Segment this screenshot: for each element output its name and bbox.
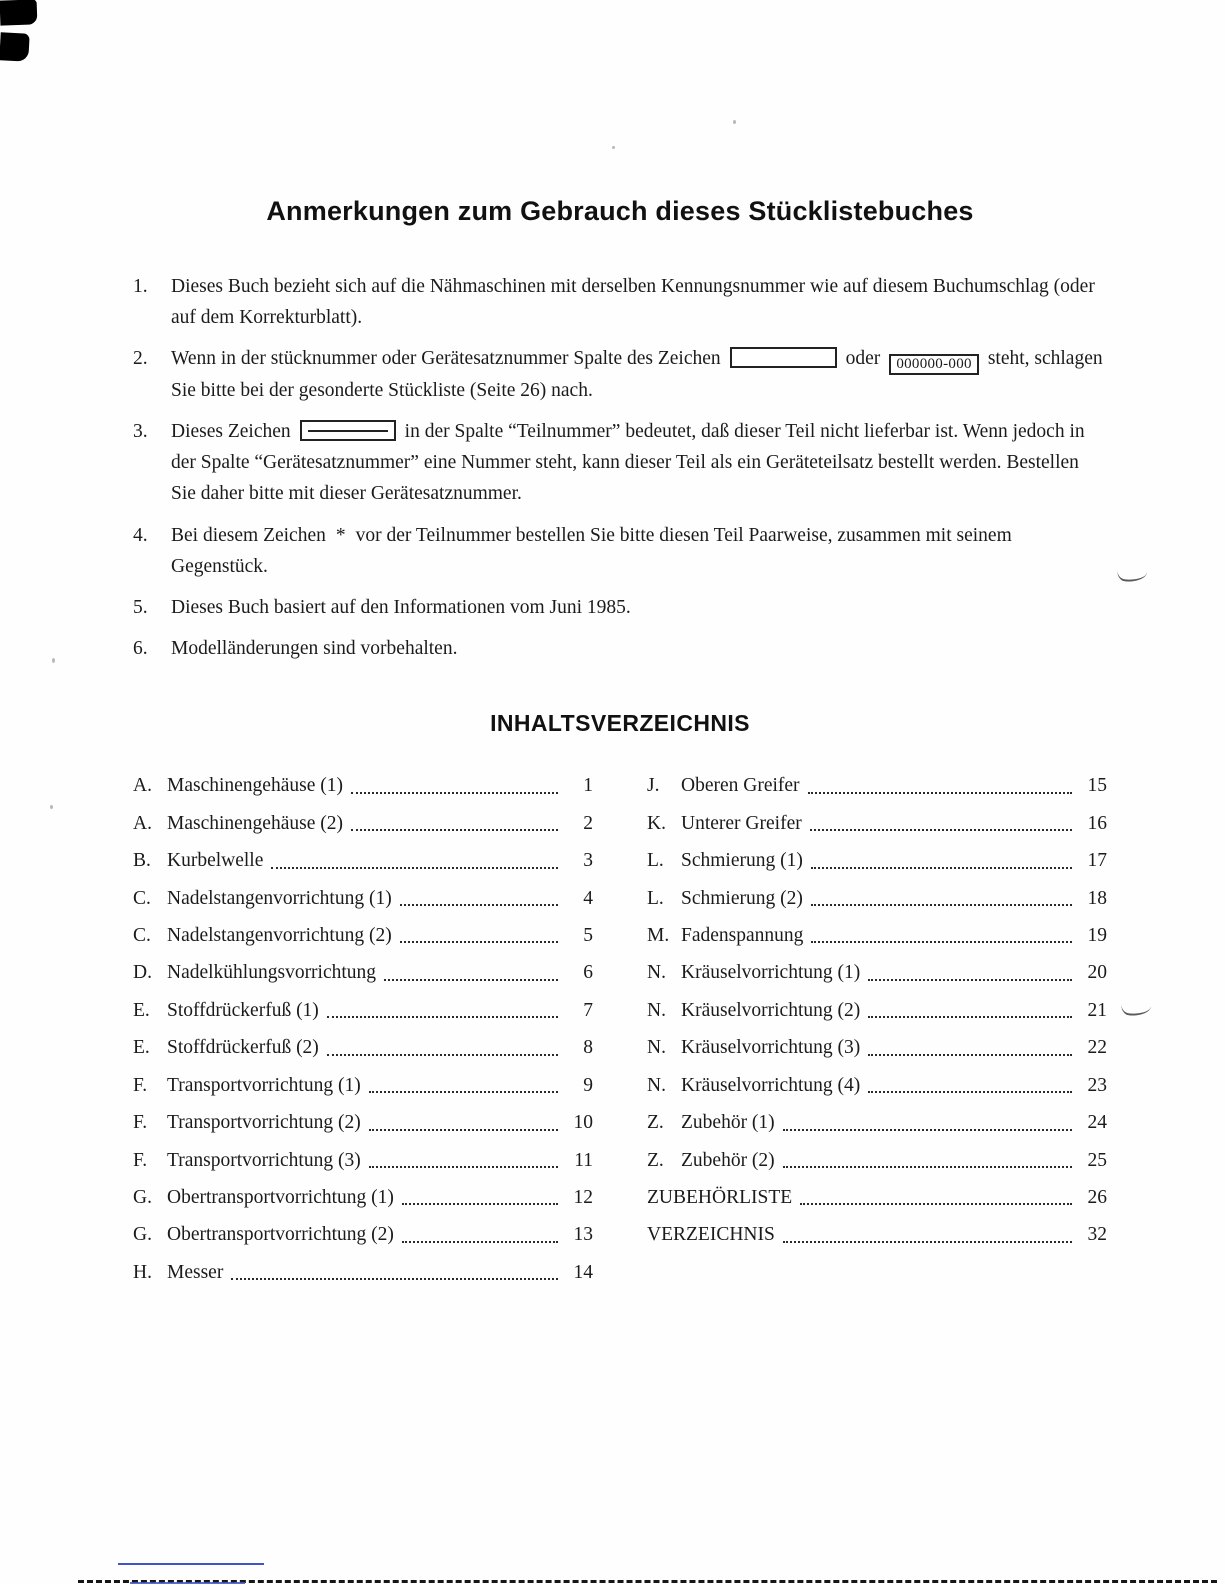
toc-entry: [133, 1075, 593, 1097]
toc-page-number: 14: [573, 1261, 593, 1283]
toc-entry: [647, 1075, 1107, 1097]
toc-entry-label: Fadenspannung: [681, 925, 804, 947]
note-item-2: [133, 343, 1107, 406]
toc-page-number: 2: [583, 812, 593, 834]
toc-section-letter: F.: [133, 1112, 148, 1134]
toc-entry: [647, 1150, 1107, 1172]
dash-line: [308, 430, 388, 432]
toc-section-letter: F.: [133, 1074, 148, 1096]
toc-page-number: 6: [583, 962, 593, 984]
toc-entry: [133, 1037, 593, 1059]
placeholder-part-number-box: [889, 354, 979, 375]
toc-page-number: 19: [1087, 925, 1107, 947]
toc-section-letter: M.: [647, 925, 670, 947]
toc-entry-label: Kräuselvorrichtung (1): [681, 962, 861, 984]
toc-entry: [647, 1000, 1107, 1022]
dot-leader: [811, 941, 1072, 943]
note-text: [171, 271, 1107, 333]
note-number: 3.: [133, 421, 148, 443]
toc-entry: [133, 1112, 593, 1134]
scan-artifact-blob: [0, 0, 37, 26]
dot-leader: [868, 1054, 1072, 1056]
toc-section-letter: G.: [133, 1187, 152, 1209]
asterisk-symbol: *: [335, 524, 346, 546]
toc-entry-label: Zubehör (2): [681, 1149, 775, 1171]
dot-leader: [783, 1129, 1072, 1131]
toc-entry-label: ZUBEHÖRLISTE: [647, 1187, 793, 1209]
toc-entry: [647, 1112, 1107, 1134]
toc-section-letter: N.: [647, 962, 666, 984]
toc-section-letter: A.: [133, 775, 152, 797]
toc-page-number: 11: [574, 1149, 593, 1171]
toc-page-number: 16: [1087, 812, 1107, 834]
toc-entry: [647, 925, 1107, 947]
note-text-run: steht, schlagen Sie bitte bei der gesonderte Stückliste (Seite 26) nach.: [171, 348, 1103, 401]
toc-entry: [133, 850, 593, 872]
toc-entry: [133, 962, 593, 984]
dot-leader: [400, 941, 558, 943]
toc-entry-label: Maschinengehäuse (1): [167, 775, 343, 797]
toc-section-letter: N.: [647, 1074, 666, 1096]
note-item-5: [133, 592, 1107, 623]
note-number: 2.: [133, 348, 148, 370]
note-text-run: Bei diesem Zeichen: [171, 524, 326, 546]
toc-section-letter: F.: [133, 1149, 148, 1171]
toc-section-letter: E.: [133, 1037, 150, 1059]
toc-section-letter: Z.: [647, 1149, 664, 1171]
toc-page-number: 4: [583, 887, 593, 909]
toc-section-letter: H.: [133, 1261, 152, 1283]
dot-leader: [351, 829, 558, 831]
scan-artifact-speck: [733, 120, 736, 124]
scan-artifact-blob: [0, 32, 30, 61]
toc-section-letter: A.: [133, 812, 152, 834]
toc-column-right: [647, 775, 1107, 1299]
toc-entry-label: VERZEICHNIS: [647, 1224, 775, 1246]
note-number: 5.: [133, 597, 148, 618]
toc-entry-label: Oberen Greifer: [681, 775, 800, 797]
toc-page-number: 12: [573, 1187, 593, 1209]
dot-leader: [811, 867, 1072, 869]
toc-page-number: 7: [583, 999, 593, 1021]
toc-entry-label: Kräuselvorrichtung (4): [681, 1074, 861, 1096]
toc-entry-label: Kräuselvorrichtung (3): [681, 1037, 861, 1059]
toc-entry: [647, 888, 1107, 910]
toc-entry-label: Stoffdrückerfuß (1): [167, 999, 319, 1021]
toc-section-letter: L.: [647, 850, 664, 872]
toc-section-letter: C.: [133, 887, 151, 909]
dot-leader: [402, 1203, 558, 1205]
dot-leader: [384, 979, 558, 981]
toc-entry-label: Kräuselvorrichtung (2): [681, 999, 861, 1021]
toc-entry: [647, 1224, 1107, 1246]
dot-leader: [868, 1016, 1072, 1018]
note-text-run: Wenn in der stücknummer oder Gerätesatznummer Spalte des Zeichen: [171, 348, 721, 370]
toc-entry: [133, 1224, 593, 1246]
dot-leader: [400, 904, 558, 906]
note-text-run: Dieses Zeichen: [171, 421, 291, 443]
toc-entry: [133, 1187, 593, 1209]
note-number: 6.: [133, 638, 148, 660]
toc-page-number: 32: [1087, 1224, 1107, 1246]
toc-page-number: 1: [583, 775, 593, 797]
note-number: 4.: [133, 524, 148, 546]
toc-page-number: 26: [1087, 1187, 1107, 1209]
toc-section-letter: D.: [133, 962, 152, 984]
notes-list: [133, 271, 1107, 664]
note-number: 1.: [133, 276, 148, 297]
toc-entry-label: Stoffdrückerfuß (2): [167, 1037, 319, 1059]
toc-entry-label: Maschinengehäuse (2): [167, 812, 343, 834]
dot-leader: [231, 1278, 558, 1280]
dot-leader: [810, 829, 1072, 831]
placeholder-part-number-text: 000000-000: [896, 356, 972, 373]
toc-entry-label: Nadelstangenvorrichtung (1): [167, 887, 392, 909]
note-text-run: Dieses Buch bezieht sich auf die Nähmaschinen mit derselben Kennungsnummer wie auf diesem Buchumschlag (oder auf dem Korrekturblatt).: [171, 276, 1095, 329]
dot-leader: [271, 867, 558, 869]
toc-page-number: 3: [583, 850, 593, 872]
toc-section-letter: C.: [133, 925, 151, 947]
note-item-6: [133, 633, 1107, 664]
dot-leader: [327, 1016, 558, 1018]
note-text: [171, 343, 1107, 406]
toc-section-letter: Z.: [647, 1112, 664, 1134]
toc-section-letter: J.: [647, 775, 660, 797]
dot-leader: [868, 979, 1072, 981]
toc-entry-label: Transportvorrichtung (3): [167, 1149, 361, 1171]
toc-heading: INHALTSVERZEICHNIS: [490, 710, 750, 737]
blank-part-number-box: [730, 347, 837, 368]
toc-entry: [647, 1037, 1107, 1059]
scan-artifact-speck: [52, 658, 55, 663]
toc-page-number: 22: [1087, 1037, 1107, 1059]
toc-page-number: 8: [583, 1037, 593, 1059]
toc-entry-label: Messer: [167, 1261, 224, 1283]
toc-entry: [647, 962, 1107, 984]
toc-entry: [133, 888, 593, 910]
toc-section-letter: N.: [647, 1037, 666, 1059]
toc-entry-label: Unterer Greifer: [681, 812, 802, 834]
dot-leader: [783, 1166, 1072, 1168]
dot-leader: [783, 1241, 1072, 1243]
toc-entry: [647, 1187, 1107, 1209]
toc-section-letter: B.: [133, 850, 151, 872]
dot-leader: [868, 1091, 1072, 1093]
scan-artifact-speck: [50, 805, 53, 809]
toc-page-number: 21: [1087, 999, 1107, 1021]
toc-entry: [647, 813, 1107, 835]
toc-section-letter: G.: [133, 1224, 152, 1246]
dot-leader: [327, 1054, 558, 1056]
table-of-contents: [133, 775, 1107, 1299]
toc-page-number: 5: [583, 925, 593, 947]
toc-page-number: 10: [573, 1112, 593, 1134]
toc-entry-label: Kurbelwelle: [167, 850, 264, 872]
dot-leader: [351, 792, 558, 794]
note-text-run: oder: [845, 348, 881, 370]
scan-artifact-blue-line: [118, 1563, 264, 1565]
toc-page-number: 17: [1087, 850, 1107, 872]
dot-leader: [369, 1129, 558, 1131]
toc-page-number: 15: [1087, 775, 1107, 797]
toc-column-left: [133, 775, 593, 1299]
toc-entry: [133, 1000, 593, 1022]
toc-entry-label: Transportvorrichtung (1): [167, 1074, 361, 1096]
toc-entry-label: Schmierung (2): [681, 887, 803, 909]
toc-page-number: 9: [583, 1074, 593, 1096]
note-item-4: [133, 520, 1107, 582]
toc-page-number: 20: [1087, 962, 1107, 984]
toc-entry: [647, 775, 1107, 797]
note-text: [171, 520, 1107, 582]
dot-leader: [808, 792, 1072, 794]
toc-entry: [647, 850, 1107, 872]
toc-entry-label: Nadelkühlungsvorrichtung: [167, 962, 377, 984]
toc-page-number: 18: [1087, 887, 1107, 909]
note-text: [171, 416, 1107, 510]
note-text: [171, 633, 1107, 664]
toc-entry: [133, 1150, 593, 1172]
scan-artifact-speck: [612, 146, 615, 149]
scan-artifact-dashed-edge: [78, 1580, 1217, 1583]
toc-entry: [133, 925, 593, 947]
toc-entry-label: Obertransportvorrichtung (2): [167, 1224, 394, 1246]
not-available-symbol-box: [300, 420, 396, 441]
note-text-run: vor der Teilnummer bestellen Sie bitte diesen Teil Paarweise, zusammen mit seinem Gegenstück.: [171, 524, 1012, 577]
toc-entry-label: Nadelstangenvorrichtung (2): [167, 925, 392, 947]
toc-entry: [133, 813, 593, 835]
page-title: Anmerkungen zum Gebrauch dieses Stücklistebuches: [266, 196, 974, 226]
toc-page-number: 13: [573, 1224, 593, 1246]
toc-page-number: 24: [1087, 1112, 1107, 1134]
note-text-run: in der Spalte “Teilnummer” bedeutet, daß dieser Teil nicht lieferbar ist. Wenn jedoch in der Spalte “Gerätesatznummer” eine Nummer steht, kann dieser Teil als ein Geräteteilsatz bestellt werden. Bestellen Sie daher bitte mit dieser Gerätesatznummer.: [171, 421, 1085, 505]
note-item-1: [133, 271, 1107, 333]
toc-section-letter: L.: [647, 887, 664, 909]
dot-leader: [369, 1166, 558, 1168]
note-item-3: [133, 416, 1107, 510]
dot-leader: [369, 1091, 558, 1093]
dot-leader: [402, 1241, 558, 1243]
dot-leader: [800, 1203, 1072, 1205]
note-text-run: Modelländerungen sind vorbehalten.: [171, 638, 458, 660]
toc-page-number: 23: [1087, 1074, 1107, 1096]
toc-entry: [133, 1262, 593, 1284]
note-text: [171, 592, 1107, 623]
toc-section-letter: K.: [647, 812, 666, 834]
toc-entry: [133, 775, 593, 797]
toc-entry-label: Schmierung (1): [681, 850, 803, 872]
toc-page-number: 25: [1087, 1149, 1107, 1171]
scan-artifact-blue-line: [130, 1582, 245, 1584]
toc-section-letter: N.: [647, 999, 666, 1021]
toc-entry-label: Zubehör (1): [681, 1112, 775, 1134]
note-text-run: Dieses Buch basiert auf den Informationen vom Juni 1985.: [171, 597, 631, 618]
toc-entry-label: Transportvorrichtung (2): [167, 1112, 361, 1134]
toc-entry-label: Obertransportvorrichtung (1): [167, 1187, 394, 1209]
dot-leader: [811, 904, 1072, 906]
toc-section-letter: E.: [133, 999, 150, 1021]
